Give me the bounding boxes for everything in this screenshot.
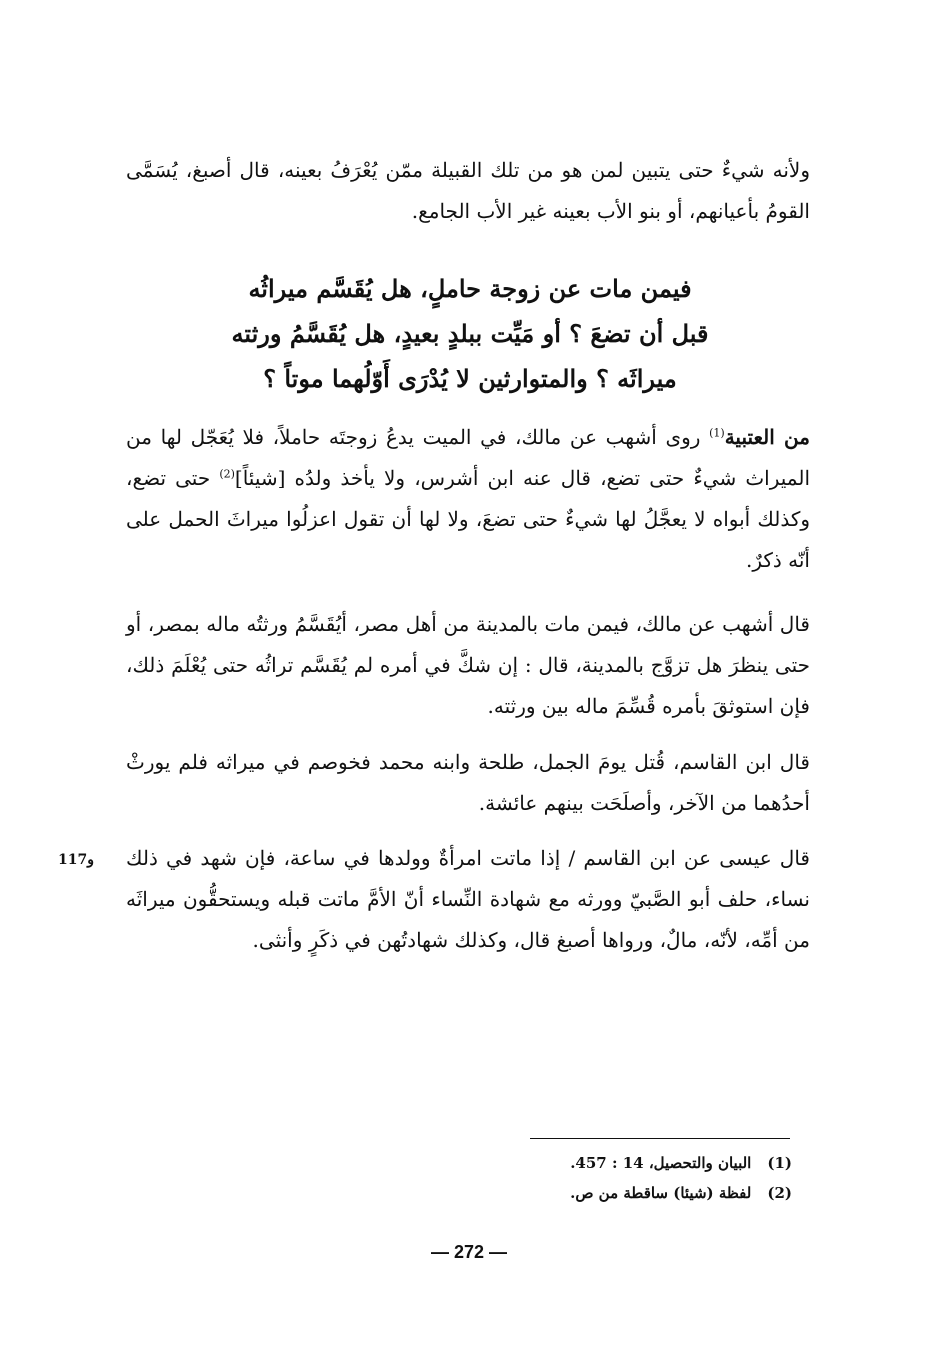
opening-paragraph-text: ولأنه شيءٌ حتى يتبين لمن هو من تلك القبيلة ممّن يُعْرَفُ بعينه، قال أصبغ، يُسَمَّى القومُ بأعيانهم، أو بنو الأب بعينه غير الأب الجامع. [126,158,810,223]
paragraph-4-text: قال عيسى عن ابن القاسم / إذا ماتت امرأةٌ وولدها في ساعة، فإن شهد في ذلك نساء، حلف أبو الصَّبيّ وورثه مع شهادة النِّساء أنّ الأمَّ ماتت قبله ويستحقُّون ميراثَه من أمِّه، لأنّه، مالٌ، ورواها أصبغ قال، وكذلك شهادتُهن في ذكَرٍ وأنثى. [126,846,810,952]
page-number: — 272 — [430,1242,508,1262]
paragraph-1-text-a: روى أشهب عن مالك، في الميت يدعُ زوجتَه حاملاً، فلا يُعَجّل لها من الميراث شيءٌ حتى تضع، قال عنه ابن أشرس، ولا يأخذ ولدُه [شيئاً] [126,425,811,490]
footnote-text: لفظة (شيئا) ساقطة من ص. [570,1184,752,1202]
heading-line-3: ميراثَه ؟ والمتوارثين لا يُدْرَى أَوّلُهما موتاً ؟ [263,364,677,393]
footnote-ref-2: (2) [219,467,235,481]
paragraph-1 [126,417,810,581]
paragraph-1-text-b: حتى تضع، وكذلك أبواه لا يعجَّلُ لها شيءٌ حتى تضعَ، ولا لها أن تقول اعزلُوا ميراثَ الحمل على أنّه ذكرٌ. [126,466,810,572]
opening-paragraph [126,150,810,232]
paragraph-4 [126,838,810,961]
section-heading [128,266,812,401]
footnote-text: البيان والتحصيل، 14 : 457. [570,1154,752,1172]
footnote-number: (2) [767,1184,792,1202]
paragraph-1-body [126,417,810,581]
footnote-2 [292,1178,792,1208]
footnote-number: (1) [767,1154,792,1172]
paragraph-2 [126,604,810,727]
footnote-divider [530,1138,790,1139]
paragraph-3-text: قال ابن القاسم، قُتل يومَ الجمل، طلحة وابنه محمد فخوصم في ميراثه فلم يورثْ أحدُهما من الآخر، وأصلَحَت بينهم عائشة. [126,750,810,815]
source-label: من العتبية [724,425,810,449]
folio-margin-note: 117و [58,852,94,868]
heading-line-1: فيمن مات عن زوجة حاملٍ، هل يُقَسَّم ميراثُه [248,274,692,303]
heading-line-2: قبل أن تضعَ ؟ أو مَيِّت ببلدٍ بعيدٍ، هل يُقَسَّمُ ورثته [231,319,709,348]
paragraph-3 [126,742,810,824]
paragraph-2-text: قال أشهب عن مالك، فيمن مات بالمدينة من أهل مصر، أيُقَسَّمُ ورثتُه ماله بمصر، أو حتى ينظرَ هل تزوَّج بالمدينة، قال : إن شكَّ في أمره لم يُقَسَّم تراثُه حتى يُعْلَمَ ذلك، فإن استوثقَ بأمره قُسِّمَ ماله بين ورثته. [126,612,810,718]
footnote-ref-1: (1) [709,426,725,440]
footnote-1 [292,1148,792,1178]
footnotes [292,1148,792,1208]
